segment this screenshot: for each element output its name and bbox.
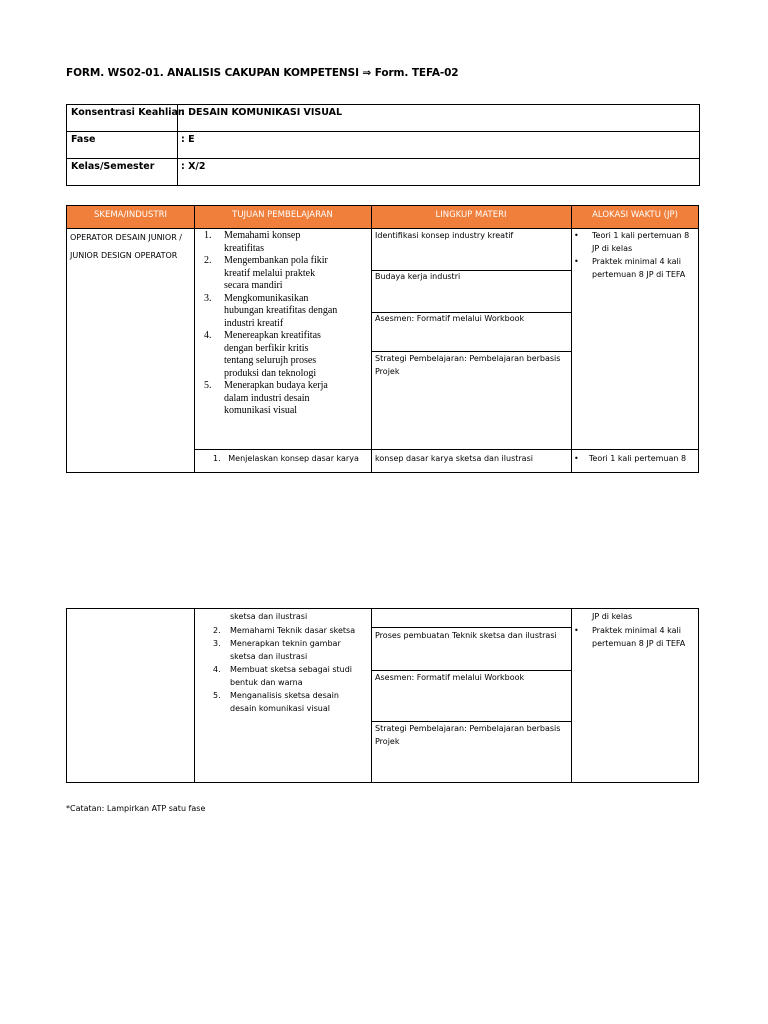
tujuan-list [213, 624, 370, 715]
header-skema: SKEMA/INDUSTRI [94, 210, 167, 220]
form-title: FORM. WS02-01. ANALISIS CAKUPAN KOMPETENSI ⇒ Form. TEFA-02 [66, 67, 459, 79]
info-label: Fase [71, 134, 96, 145]
footnote: *Catatan: Lampirkan ATP satu fase [66, 804, 206, 813]
alokasi-item: • Teori 1 kali pertemuan 8 JP di kelas [574, 231, 690, 253]
info-value: : X/2 [181, 161, 206, 172]
header-alokasi: ALOKASI WAKTU (JP) [592, 210, 678, 220]
tujuan-item: 3. Menerapkan teknin gambar sketsa dan ilustrasi [213, 639, 341, 661]
tujuan-item: 2. Mengembankan pola fikir kreatif melalui praktek secara mandiri [204, 255, 328, 291]
tujuan-item: 1. Menjelaskan konsep dasar karya [213, 454, 359, 463]
alokasi-item: • Teori 1 kali pertemuan 8 [574, 454, 687, 463]
alokasi-item: • Praktek minimal 4 kali pertemuan 8 JP di TEFA [574, 257, 686, 279]
materi-cell: Proses pembuatan Teknik sketsa dan ilustrasi [375, 631, 557, 640]
competency-table-continued [66, 608, 699, 783]
tujuan-item: 1. Memahami konsep kreatifitas [204, 230, 301, 254]
tujuan-item: 5. Menerapkan budaya kerja dalam industri desain komunikasi visual [204, 380, 328, 416]
table-header [67, 206, 698, 228]
tujuan-item: 3. Mengkomunikasikan hubungan kreatifitas dengan industri kreatif [204, 292, 338, 329]
materi-cell: Strategi Pembelajaran: Pembelajaran berbasis Projek [375, 354, 561, 376]
tujuan-list [204, 230, 369, 418]
skema-line: OPERATOR DESAIN JUNIOR / [70, 233, 182, 242]
competency-table [66, 205, 699, 473]
tujuan-continued: sketsa dan ilustrasi [230, 612, 308, 621]
tujuan-item: 4. Menereapkan kreatifitas dengan berfikir kritis tentang selurujh proses produksi dan teknologi [204, 330, 321, 379]
info-label: Kelas/Semester [71, 161, 155, 172]
header-tujuan: TUJUAN PEMBELAJARAN [232, 210, 333, 220]
alokasi-continued: JP di kelas [592, 612, 633, 621]
info-row-kelas [67, 159, 699, 186]
skema-cell [70, 229, 192, 265]
info-table [66, 104, 700, 186]
tujuan-item: 4. Membuat sketsa sebagai studi bentuk dan warna [213, 665, 353, 687]
materi-cell: Asesmen: Formatif melalui Workbook [375, 673, 525, 682]
skema-line: JUNIOR DESIGN OPERATOR [70, 251, 178, 260]
alokasi-item: • Praktek minimal 4 kali pertemuan 8 JP di TEFA [574, 626, 686, 648]
tujuan-item: 5. Menganalisis sketsa desain desain komunikasi visual [213, 691, 339, 713]
info-value: : E [181, 134, 195, 145]
alokasi-list [573, 229, 698, 281]
materi-cell: Budaya kerja industri [375, 272, 461, 281]
materi-cell: Strategi Pembelajaran: Pembelajaran berbasis Projek [375, 724, 561, 746]
info-value: : DESAIN KOMUNIKASI VISUAL [181, 107, 343, 118]
alokasi-list [573, 624, 698, 650]
header-lingkup: LINGKUP MATERI [435, 210, 507, 220]
info-row-fase [67, 132, 699, 159]
materi-cell: Asesmen: Formatif melalui Workbook [375, 314, 525, 323]
materi-cell: Identifikasi konsep industry kreatif [375, 231, 514, 240]
materi-cell: konsep dasar karya sketsa dan ilustrasi [375, 454, 533, 463]
info-label: Konsentrasi Keahlian [71, 107, 185, 118]
info-row-konsentrasi [67, 105, 699, 132]
tujuan-item: 2. Memahami Teknik dasar sketsa [213, 626, 356, 635]
